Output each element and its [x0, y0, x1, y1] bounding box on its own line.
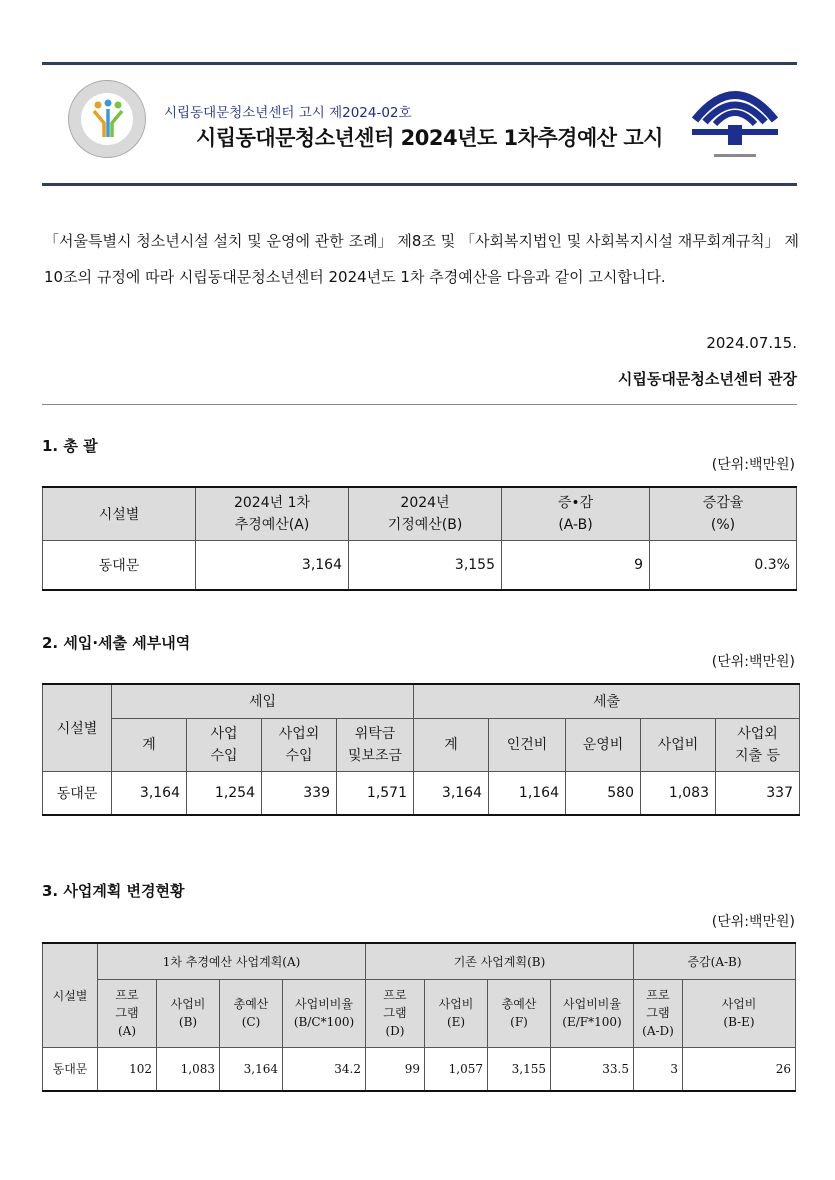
cell-supplementary: 3,164	[196, 540, 349, 590]
col-expense-total: 계	[414, 718, 489, 771]
cell-value: 3,164	[112, 771, 187, 815]
cell-value: 580	[566, 771, 641, 815]
col-group-existing: 기존 사업계획(B)	[366, 943, 634, 979]
dongdaemun-emblem-logo	[690, 80, 780, 162]
cell-value: 26	[683, 1047, 796, 1091]
table-header-row	[43, 487, 797, 540]
section2-title: 2. 세입·세출 세부내역	[42, 634, 191, 652]
table-row	[43, 540, 797, 590]
col-group-supplementary: 1차 추경예산 사업계획(A)	[98, 943, 366, 979]
cell-value: 3	[634, 1047, 683, 1091]
col-ratio-ef: 사업비비율 (E/F*100)	[551, 979, 634, 1047]
col-total-c: 총예산 (C)	[220, 979, 283, 1047]
col-total-f: 총예산 (F)	[488, 979, 551, 1047]
col-nonbusiness-income: 사업외 수입	[262, 718, 337, 771]
col-change: 증•감 (A-B)	[502, 487, 650, 540]
center-seal-logo	[68, 80, 146, 158]
col-cost-e: 사업비 (E)	[425, 979, 488, 1047]
intro-paragraph: 「서울특별시 청소년시설 설치 및 운영에 관한 조례」 제8조 및 「사회복지법인 및 사회복지시설 재무회계규칙」 제10조의 규정에 따라 시립동대문청소년센터 2024년도 1차 추경예산을 다음과 같이 고시합니다.	[44, 232, 799, 286]
section3-unit: (단위:백만원)	[711, 914, 795, 930]
table-header-row	[43, 979, 796, 1047]
cell-value: 3,164	[220, 1047, 283, 1091]
section2-unit: (단위:백만원)	[711, 654, 795, 670]
table-header-row	[43, 718, 800, 771]
col-facility: 시설별	[43, 684, 112, 771]
notice-date: 2024.07.15.	[706, 334, 797, 352]
col-operating: 운영비	[566, 718, 641, 771]
cell-value: 1,083	[157, 1047, 220, 1091]
cell-value: 34.2	[283, 1047, 366, 1091]
cell-change: 9	[502, 540, 650, 590]
section3-title: 3. 사업계획 변경현황	[42, 882, 185, 900]
cell-value: 1,571	[337, 771, 414, 815]
table-header-row	[43, 943, 796, 979]
cell-facility: 동대문	[43, 540, 196, 590]
cell-value: 337	[716, 771, 800, 815]
page-title: 시립동대문청소년센터 2024년도 1차추경예산 고시	[196, 126, 663, 150]
notice-number: 시립동대문청소년센터 고시 제2024-02호	[164, 105, 412, 121]
col-group-expense: 세출	[414, 684, 800, 718]
col-business: 사업비	[641, 718, 716, 771]
cell-value: 102	[98, 1047, 157, 1091]
col-ratio-bc: 사업비비율 (B/C*100)	[283, 979, 366, 1047]
col-business-income: 사업 수입	[187, 718, 262, 771]
people-emblem-icon	[91, 99, 125, 139]
col-cost-change: 사업비 (B-E)	[683, 979, 796, 1047]
col-group-change: 증감(A-B)	[634, 943, 796, 979]
col-nonbusiness-expense: 사업외 지출 등	[716, 718, 800, 771]
cell-value: 3,164	[414, 771, 489, 815]
col-supplementary-budget: 2024년 1차 추경예산(A)	[196, 487, 349, 540]
col-program-a: 프로 그램 (A)	[98, 979, 157, 1047]
summary-table	[42, 486, 797, 591]
cell-facility: 동대문	[43, 771, 112, 815]
cell-value: 1,164	[489, 771, 566, 815]
col-cost-b: 사업비 (B)	[157, 979, 220, 1047]
col-group-income: 세입	[112, 684, 414, 718]
cell-value: 33.5	[551, 1047, 634, 1091]
col-change-rate: 증감율 (%)	[650, 487, 797, 540]
cell-value: 1,057	[425, 1047, 488, 1091]
col-program-change: 프로 그램 (A-D)	[634, 979, 683, 1047]
col-original-budget: 2024년 기정예산(B)	[349, 487, 502, 540]
cell-value: 1,083	[641, 771, 716, 815]
col-facility: 시설별	[43, 943, 98, 1047]
cell-original: 3,155	[349, 540, 502, 590]
table-row	[43, 771, 800, 815]
col-program-d: 프로 그램 (D)	[366, 979, 425, 1047]
table-row	[43, 1047, 796, 1091]
cell-value: 3,155	[488, 1047, 551, 1091]
col-personnel: 인건비	[489, 718, 566, 771]
section1-title: 1. 총 괄	[42, 437, 98, 455]
business-plan-table	[42, 942, 796, 1092]
cell-facility: 동대문	[43, 1047, 98, 1091]
col-income-total: 계	[112, 718, 187, 771]
col-subsidy: 위탁금 및보조금	[337, 718, 414, 771]
section1-unit: (단위:백만원)	[711, 457, 795, 473]
section-divider	[42, 404, 797, 405]
header-bottom-rule	[42, 183, 797, 186]
cell-rate: 0.3%	[650, 540, 797, 590]
cell-value: 99	[366, 1047, 425, 1091]
header-top-rule	[42, 62, 797, 65]
cell-value: 339	[262, 771, 337, 815]
signer: 시립동대문청소년센터 관장	[617, 370, 797, 388]
cell-value: 1,254	[187, 771, 262, 815]
table-header-row	[43, 684, 800, 718]
col-facility: 시설별	[43, 487, 196, 540]
income-expense-table	[42, 683, 800, 816]
